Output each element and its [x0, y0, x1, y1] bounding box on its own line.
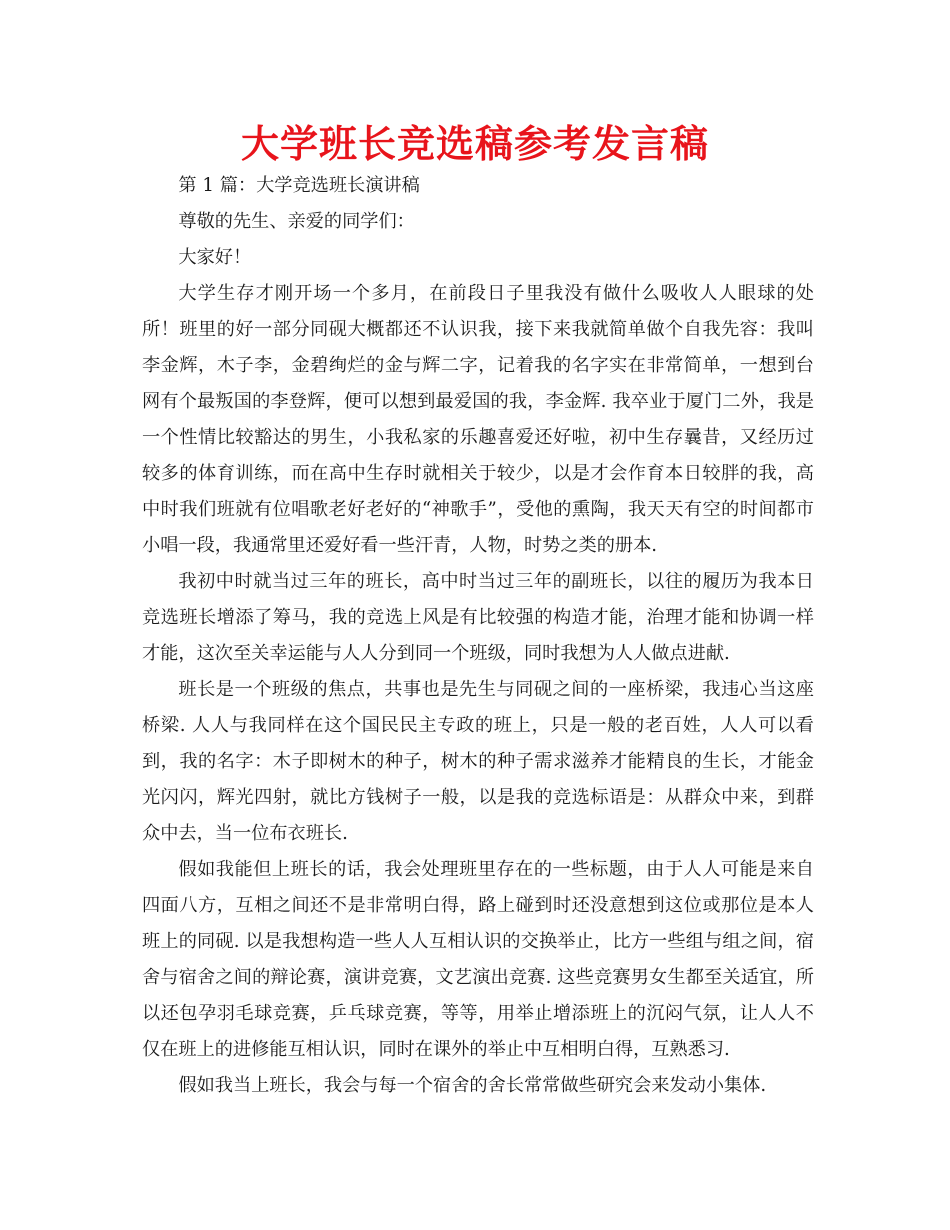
- article-heading: 第 1 篇：大学竞选班长演讲稿: [178, 175, 420, 196]
- paragraph-role: 班长是一个班级的焦点，共事也是先生与同砚之间的一座桥梁，我违心当这座桥梁. 人人与我同样在这个国民民主专政的班上，只是一般的老百姓，人人可以看到，我的名字：木子即树木的种子，树木的种子需求滋养才能精良的生长，才能金光闪闪，辉光四射，就比方钱树子一般，以是我的竞选标语是：从群众中来，到群众中去，当一位布衣班长.: [142, 679, 814, 844]
- salutation: 尊敬的先生、亲爱的同学们：: [178, 211, 415, 232]
- greeting: 大家好！: [178, 247, 252, 268]
- document-title: 大学班长竞选稿参考发言稿: [240, 122, 709, 166]
- paragraph-dorm-plan: 假如我当上班长，我会与每一个宿舍的舍长常常做些研究会来发动小集体.: [178, 1075, 767, 1096]
- paragraph-experience: 我初中时就当过三年的班长，高中时当过三年的副班长，以往的履历为我本日竞选班长增添了筹马，我的竞选上风是有比较强的构造才能，治理才能和协调一样才能，这次至关幸运能与人人分到同一个班级，同时我想为人人做点进献.: [142, 571, 814, 664]
- paragraph-plans: 假如我能但上班长的话，我会处理班里存在的一些标题，由于人人可能是来自四面八方，互相之间还不是非常明白得，路上碰到时还没意想到这位或那位是本人班上的同砚. 以是我想构造一些人人互相认识的交换举止，比方一些组与组之间，宿舍与宿舍之间的辩论赛，演讲竞赛，文艺演出竞赛. 这些竞赛男女生都至关适宜，所以还包孕羽毛球竞赛，乒乓球竞赛，等等，用举止增添班上的沉闷气氛，让人人不仅在班上的进修能互相认识，同时在课外的举止中互相明白得，互熟悉习.: [142, 859, 814, 1060]
- document-body: [142, 168, 814, 1104]
- paragraph-introduction: 大学生存才刚开场一个多月，在前段日子里我没有做什么吸收人人眼球的处所！班里的好一部分同砚大概都还不认识我，接下来我就简单做个自我先容：我叫李金辉，木子李，金碧绚烂的金与辉二字，记着我的名字实在非常简单，一想到台网有个最叛国的李登辉，便可以想到最爱国的我，李金辉. 我卒业于厦门二外，我是一个性情比较豁达的男生，小我私家的乐趣喜爱还好啦，初中生存曩昔，又经历过较多的体育训练，而在高中生存时就相关于较少，以是才会作育本日较胖的我，高中时我们班就有位唱歌老好老好的“神歌手”，受他的熏陶，我天天有空的时间都市小唱一段，我通常里还爱好看一些汗青，人物，时势之类的册本.: [142, 283, 814, 556]
